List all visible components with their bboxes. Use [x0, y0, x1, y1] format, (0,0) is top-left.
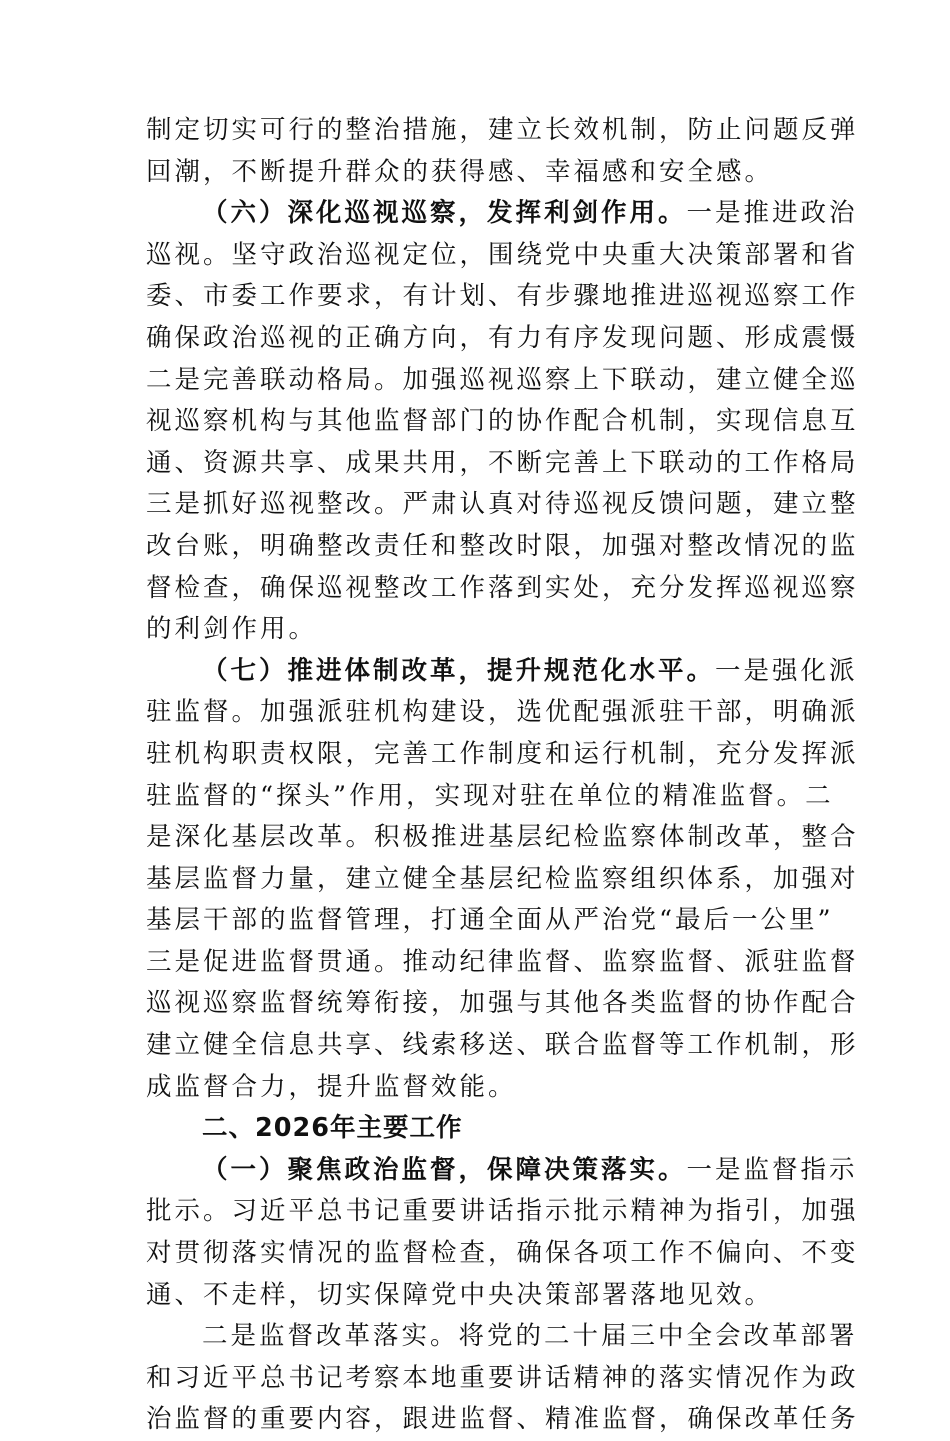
text-line: 通、资源共享、成果共用，不断完善上下联动的工作格局 — [146, 447, 859, 478]
text-line: 和习近平总书记考察本地重要讲话精神的落实情况作为政 — [146, 1362, 859, 1393]
text-line: 制定切实可行的整治措施，建立长效机制，防止问题反弹 — [146, 115, 859, 145]
text-line: 三是抓好巡视整改。严肃认真对待巡视反馈问题，建立整 — [146, 489, 859, 520]
section-seven-line — [146, 651, 858, 693]
text-line: 驻监督的“探头”作用，实现对驻在单位的精准监督。二 — [146, 780, 834, 811]
text-line: 批示。习近平总书记重要讲话指示批示精神为指引，加强 — [146, 1196, 859, 1227]
section-heading-inline: （一）聚焦政治监督，保障决策落实。 — [202, 1154, 687, 1185]
text-line: 基层监督力量，建立健全基层纪检监察组织体系，加强对 — [146, 863, 859, 894]
text-line: 巡视巡察监督统筹衔接，加强与其他各类监督的协作配合 — [146, 988, 859, 1019]
text-line: 视巡察机构与其他监督部门的协作配合机制，实现信息互 — [146, 406, 859, 437]
section-heading: 二、2026年主要工作 — [202, 1113, 463, 1144]
section-six-line — [146, 193, 858, 235]
text-line: 驻机构职责权限，完善工作制度和运行机制，充分发挥派 — [146, 738, 859, 769]
text-line: 成监督合力，提升监督效能。 — [146, 1071, 517, 1102]
text-line: 三是促进监督贯通。推动纪律监督、监察监督、派驻监督 — [146, 946, 859, 977]
text-line: 驻监督。加强派驻机构建设，选优配强派驻干部，明确派 — [146, 697, 859, 728]
text-line: 回潮，不断提升群众的获得感、幸福感和安全感。 — [146, 156, 774, 187]
text-line: 建立健全信息共享、线索移送、联合监督等工作机制，形 — [146, 1030, 859, 1061]
text-line: 二是完善联动格局。加强巡视巡察上下联动，建立健全巡 — [146, 364, 859, 395]
text-line: 是深化基层改革。积极推进基层纪检监察体制改革，整合 — [146, 822, 859, 853]
text-run: 一是推进政治 — [686, 198, 858, 229]
text-line: 督检查，确保巡视整改工作落到实处，充分发挥巡视巡察 — [146, 572, 859, 603]
text-run: 一是监督指示 — [686, 1154, 858, 1185]
text-line: 改台账，明确整改责任和整改时限，加强对整改情况的监 — [146, 530, 859, 561]
body-text — [146, 110, 859, 1441]
section-heading-inline: （七）推进体制改革，提升规范化水平。 — [202, 655, 716, 686]
text-line: 确保政治巡视的正确方向，有力有序发现问题、形成震慑 — [146, 322, 859, 353]
text-line: 通、不走样，切实保障党中央决策部署落地见效。 — [146, 1279, 774, 1310]
text-line: 巡视。坚守政治巡视定位，围绕党中央重大决策部署和省 — [146, 239, 859, 270]
text-line: 对贯彻落实情况的监督检查，确保各项工作不偏向、不变 — [146, 1238, 859, 1269]
section-heading-inline: （六）深化巡视巡察，发挥利剑作用。 — [202, 198, 687, 229]
text-run: 一是强化派 — [715, 655, 858, 686]
text-line: 的利剑作用。 — [146, 614, 318, 645]
subsection-one-line — [146, 1150, 858, 1192]
text-line: 委、市委工作要求，有计划、有步骤地推进巡视巡察工作 — [146, 281, 859, 312]
text-line: 治监督的重要内容，跟进监督、精准监督，确保改革任务 — [146, 1404, 859, 1435]
text-line: 二是监督改革落实。将党的二十届三中全会改革部署 — [202, 1321, 858, 1352]
text-line: 基层干部的监督管理，打通全面从严治党“最后一公里” — [146, 905, 834, 936]
